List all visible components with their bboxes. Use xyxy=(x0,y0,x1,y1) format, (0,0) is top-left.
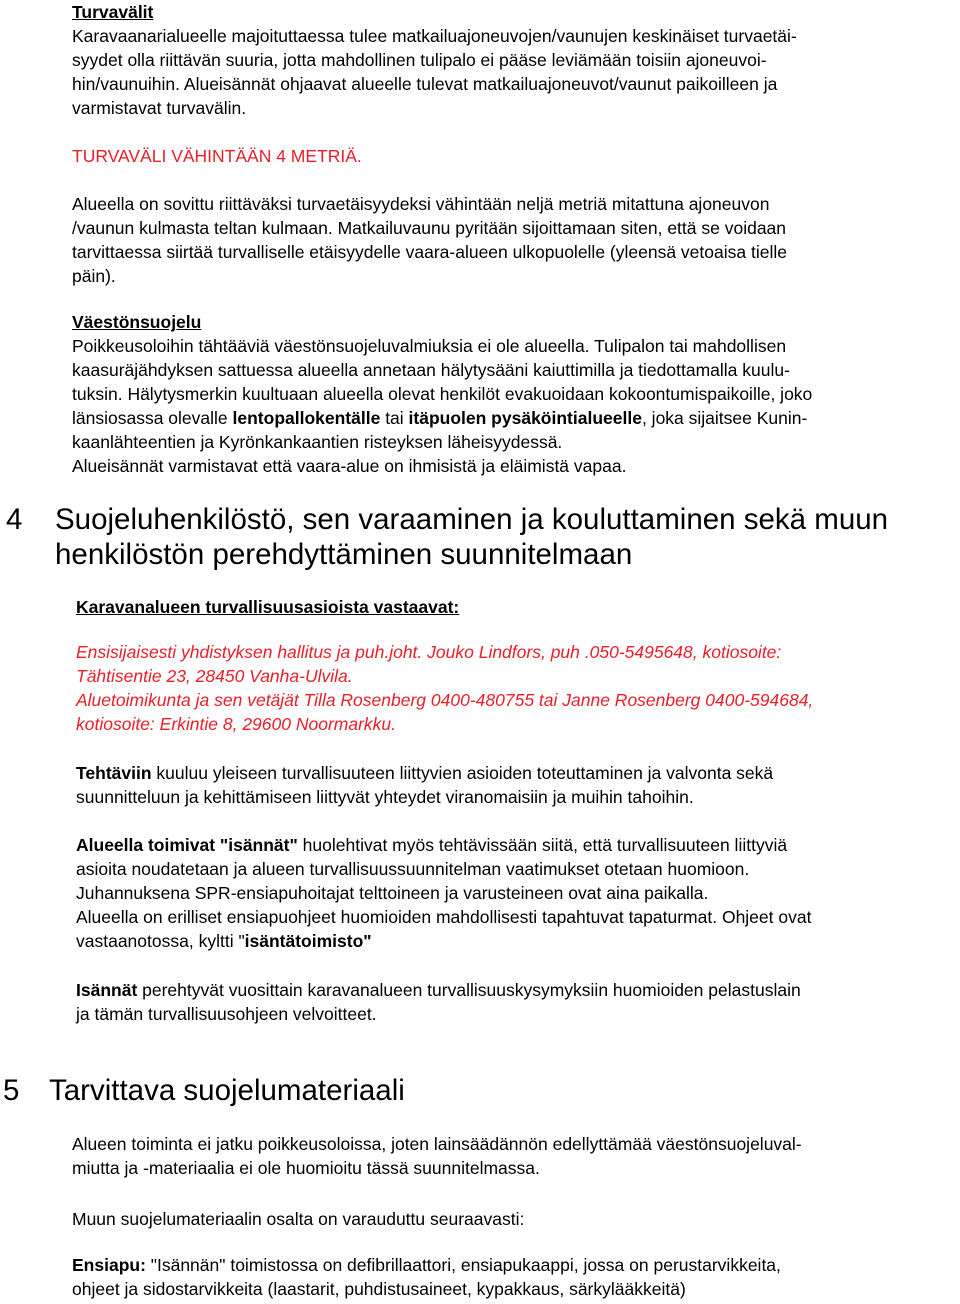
text-line: varmistavat turvavälin. xyxy=(72,98,247,118)
isannat-label: Isännät xyxy=(76,980,138,1000)
section-title: Tarvittava suojelumateriaali xyxy=(49,1074,405,1107)
section-title xyxy=(55,502,955,572)
tehtaviin-label: Tehtäviin xyxy=(76,763,152,783)
lentopallokentta-label: lentopallokentälle xyxy=(232,408,381,428)
ensiapu-label: Ensiapu: xyxy=(72,1255,146,1275)
text-line xyxy=(76,929,960,953)
text-line xyxy=(76,833,960,857)
text-line: Alueella on sovittu riittäväksi turvaetäisyydeksi vähintään neljä metriä mitattuna ajoneuvon xyxy=(72,194,770,214)
isannat-perehtyvat-paragraph xyxy=(76,978,960,1026)
text-line: tuksin. Hälytysmerkin kuultuaan alueella olevat henkilöt evakuoidaan kokoontumispaikoille, joko xyxy=(72,384,813,404)
text-line: asioita noudatetaan ja alueen turvallisuussuunnitelman vaatimukset otetaan huomioon. xyxy=(76,859,750,879)
isantatoimisto-label: isäntätoimisto" xyxy=(244,931,372,951)
text-line: syydet olla riittävän suuria, jotta mahdollinen tulipalo ei pääse leviämään toisiin ajoneuvoi- xyxy=(72,50,767,70)
text-line: hin/vaunuihin. Alueisännät ohjaavat alueelle tulevat matkailuajoneuvot/vaunut paikoilleen ja xyxy=(72,74,778,94)
text-line: päin). xyxy=(72,266,116,286)
text-line: ja tämän turvallisuusohjeen velvoitteet. xyxy=(76,1004,377,1024)
isannat-paragraph xyxy=(76,833,960,953)
vaestonsuojelu-paragraph xyxy=(72,334,960,478)
text-run: "Isännän" toimistossa on defibrillaattori, ensiapukaappi, jossa on perustarvikkeita, xyxy=(145,1255,781,1275)
text-run: , joka sijaitsee Kunin- xyxy=(641,408,808,428)
text-line: Poikkeusoloihin tähtääviä väestönsuojeluvalmiuksia ei ole alueella. Tulipalon tai mahdollisen xyxy=(72,336,787,356)
title-line: Suojeluhenkilöstö, sen varaaminen ja kouluttaminen sekä muun xyxy=(55,503,889,536)
text-line: ohjeet ja sidostarvikkeita (laastarit, puhdistusaineet, kypakkaus, särkylääkkeitä) xyxy=(72,1279,686,1299)
text-line: /vaunun kulmasta teltan kulmaan. Matkailuvaunu pyritään sijoittamaan siten, että se voidaan xyxy=(72,218,787,238)
text-line: Tähtisentie 23, 28450 Vanha-Ulvila. xyxy=(76,666,353,686)
turvavalit-paragraph-1 xyxy=(72,24,960,120)
text-line: Juhannuksena SPR-ensiapuhoitajat telttoineen ja varusteineen ovat aina paikalla. xyxy=(76,883,709,903)
text-line: Karavaanarialueelle majoituttaessa tulee matkailuajoneuvojen/vaunujen keskinäiset turvaetäi- xyxy=(72,26,797,46)
section-number: 5 xyxy=(3,1074,20,1107)
text-run: länsiosassa olevalle xyxy=(72,408,233,428)
section-5-paragraph-2: Muun suojelumateriaalin osalta on varauduttu seuraavasti: xyxy=(72,1209,525,1229)
text-line: Ensisijaisesti yhdistyksen hallitus ja puh.joht. Jouko Lindfors, puh .050-5495648, kotiosoite: xyxy=(76,642,782,662)
isannat-label: Alueella toimivat "isännät" xyxy=(76,835,298,855)
text-line: kaanlähteentien ja Kyrönkankaantien risteyksen läheisyydessä. xyxy=(72,432,563,452)
text-line xyxy=(72,406,960,430)
turvavalit-paragraph-2 xyxy=(72,192,960,288)
text-line: tarvittaessa siirtää turvalliselle etäisyydelle vaara-alueen ulkopuolelle (yleensä vetoaisa tielle xyxy=(72,242,787,262)
text-run: vastaanotossa, kyltti " xyxy=(76,931,245,951)
text-line: Aluetoimikunta ja sen vetäjät Tilla Rosenberg 0400-480755 tai Janne Rosenberg 0400-594684, xyxy=(76,690,814,710)
vaestonsuojelu-heading: Väestönsuojelu xyxy=(72,312,202,332)
title-line: henkilöstön perehdyttäminen suunnitelmaan xyxy=(55,538,633,571)
text-line xyxy=(76,761,960,785)
text-run: perehtyvät vuosittain karavanalueen turvallisuuskysymyksiin huomioiden pelastuslain xyxy=(137,980,801,1000)
text-line: suunnitteluun ja kehittämiseen liittyvät yhteydet viranomaisiin ja muihin tahoihin. xyxy=(76,787,694,807)
text-line: Alueella on erilliset ensiapuohjeet huomioiden mahdollisesti tapahtuvat tapaturmat. Ohjeet ovat xyxy=(76,907,812,927)
text-line: Alueen toiminta ei jatku poikkeusoloissa, joten lainsäädännön edellyttämää väestönsuojeluval- xyxy=(72,1134,802,1154)
text-line: kaasuräjähdyksen sattuessa alueella annetaan hälytysääni kaiuttimilla ja tiedottamalla kuulu- xyxy=(72,360,790,380)
section-5-heading xyxy=(0,1073,960,1109)
tehtaviin-paragraph xyxy=(76,761,960,809)
ensiapu-paragraph xyxy=(72,1253,960,1301)
text-line: miutta ja -materiaalia ei ole huomioitu tässä suunnitelmassa. xyxy=(72,1158,540,1178)
turvavali-emphasis: TURVAVÄLI VÄHINTÄÄN 4 METRIÄ. xyxy=(72,146,362,166)
text-run: huolehtivat myös tehtävissään siitä, että turvallisuuteen liittyviä xyxy=(297,835,788,855)
pysakointialue-label: itäpuolen pysäköintialueelle xyxy=(408,408,642,428)
section-4-heading xyxy=(0,502,960,574)
text-line: Alueisännät varmistavat että vaara-alue on ihmisistä ja eläimistä vapaa. xyxy=(72,456,627,476)
turvavalit-heading: Turvavälit xyxy=(72,2,154,22)
section-5-paragraph-1 xyxy=(72,1132,960,1180)
section-number: 4 xyxy=(6,503,23,536)
text-line xyxy=(72,1253,960,1277)
responsibles-list xyxy=(76,640,960,736)
responsibles-subheading: Karavanalueen turvallisuusasioista vastaavat: xyxy=(76,597,460,617)
text-run: tai xyxy=(380,408,409,428)
text-run: kuuluu yleiseen turvallisuuteen liittyvien asioiden toteuttaminen ja valvonta sekä xyxy=(151,763,774,783)
text-line xyxy=(76,978,960,1002)
text-line: kotiosoite: Erkintie 8, 29600 Noormarkku. xyxy=(76,714,397,734)
